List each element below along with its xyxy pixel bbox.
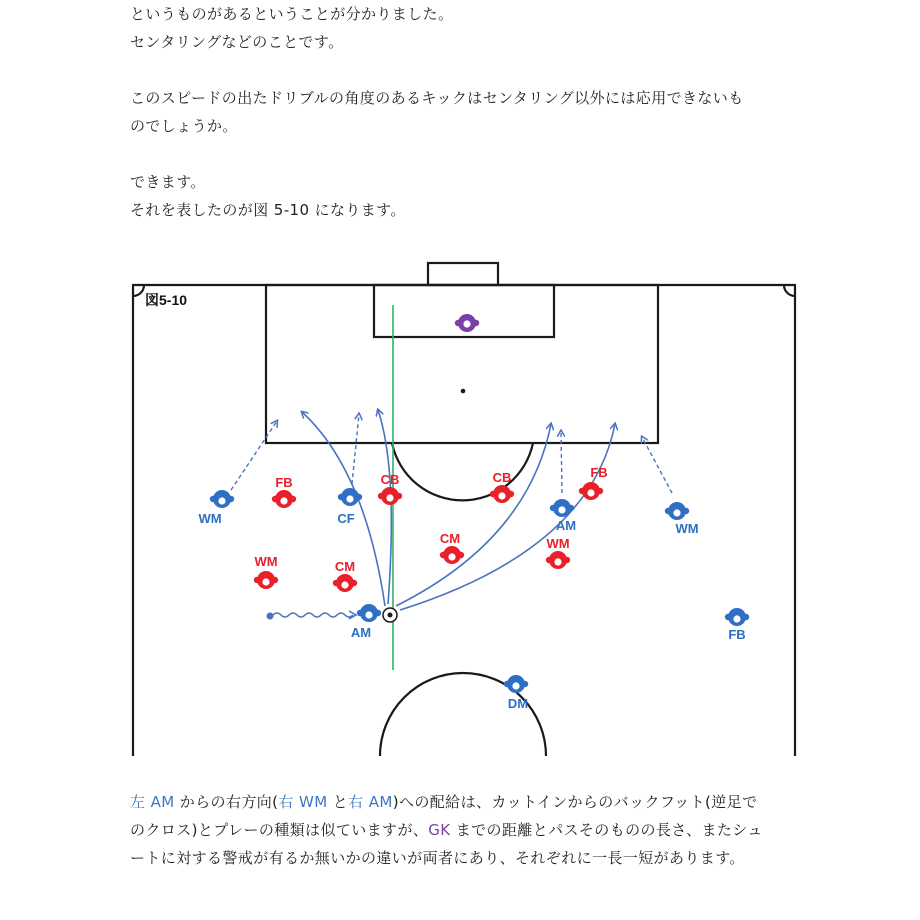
outro-line [130,816,820,844]
outro-text [130,788,820,872]
right-am-ref: 右 AM [348,793,393,811]
gk-ref: GK [428,821,451,839]
pass-arrow [400,424,615,610]
pass-arrow [396,424,551,606]
intro-line: それを表したのが図 5-10 になります。 [130,201,406,219]
pitch-lines [133,263,795,756]
player-label: CB [380,472,400,487]
penalty-spot [461,389,466,394]
figure-label: 図5-10 [145,292,188,308]
player-label: FB [275,475,293,490]
player-label: WM [198,511,222,526]
player-label: FB [728,627,746,642]
intro-line: このスピードの出たドリブルの角度のあるキックはセンタリング以外には応用できないも [130,89,744,107]
player-label: CF [337,511,355,526]
defense-player [333,559,357,592]
goal [428,263,498,285]
player-label: CB [492,470,512,485]
players [198,314,749,711]
defense-player [272,475,296,508]
defense-player [378,472,402,505]
defense-player [546,536,570,569]
attack-player [351,604,381,640]
player-label: FB [590,465,608,480]
outro-text-span: までの距離とパスそのものの長さ、またシュ [450,821,763,839]
run-arrow [231,421,277,490]
attack-player [504,675,528,711]
outro-line [130,788,820,816]
player-label: CM [439,531,461,546]
intro-line: センタリングなどのことです。 [130,33,344,51]
player-label: DM [507,696,529,711]
attack-player [337,488,362,526]
outro-text-span: )への配給は、カットインからのバックフット(逆足で [392,793,758,811]
corner-arc [133,285,144,296]
ball [383,608,397,622]
corner-arc [784,285,795,296]
player-label: WM [254,554,278,569]
defense-player [254,554,278,589]
run-arrow [642,437,672,493]
dribble-start [267,613,274,620]
defense-player [579,465,608,500]
intro-line: というものがあるということが分かりました。 [130,5,454,23]
outro-text-span: のクロス)とプレーの種類は似ていますが、 [130,821,429,839]
player-label: AM [555,518,577,533]
intro-line: のでしょうか。 [130,117,238,135]
dribble-path [273,613,353,617]
player-label: WM [546,536,570,551]
defense-player [490,470,514,503]
run-arrow [561,431,562,493]
player-label: CM [334,559,356,574]
attack-player [665,502,699,536]
player-label: WM [675,521,699,536]
attack-player [550,499,576,533]
attack-player [725,608,749,642]
attack-player [198,490,234,526]
outro-text-span: と [327,793,349,811]
right-wm-ref: 右 WM [278,793,328,811]
outro-text-span: からの右方向( [174,793,279,811]
left-am-ref: 左 AM [130,793,175,811]
gk-player [455,314,479,332]
outro-line: ートに対する警戒が有るか無いかの違いが両者にあり、それぞれに一長一短があります。 [130,849,745,867]
penalty-area [266,285,658,443]
defense-player [440,531,464,564]
intro-line: できます。 [130,173,206,191]
run-arrow [352,414,359,484]
player-label: AM [350,625,372,640]
